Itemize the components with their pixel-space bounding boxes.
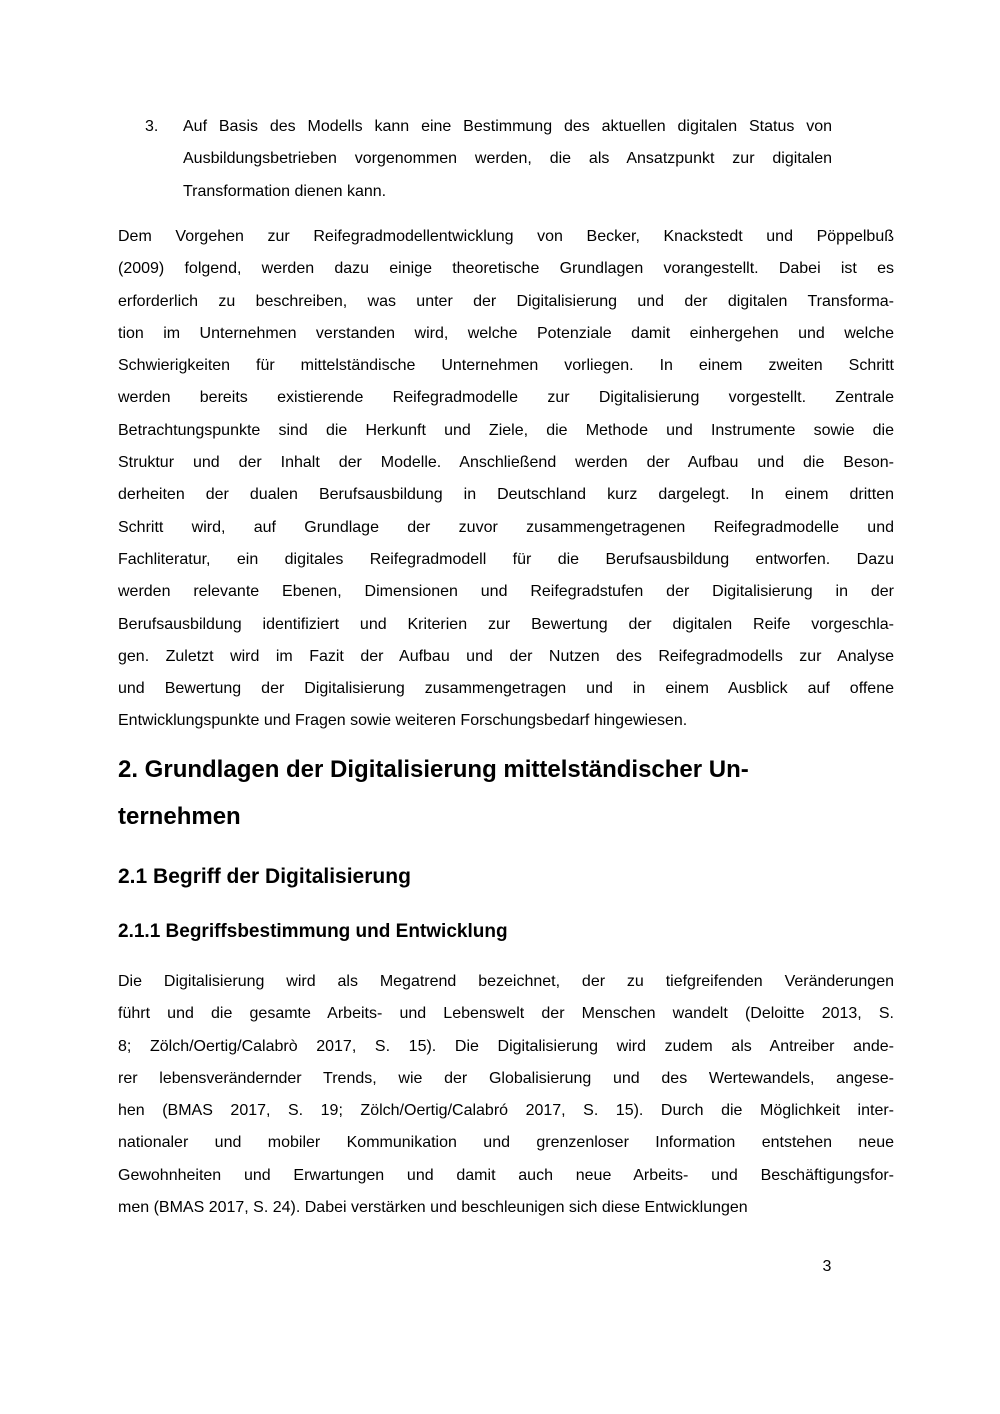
list-item-number: 3.: [145, 118, 159, 135]
text-line: Ausbildungsbetrieben vorgenommen werden, die als Ansatzpunkt zur digitalen: [183, 150, 832, 168]
text-line: Schwierigkeiten für mittelständische Unternehmen vorliegen. In einem zweiten Schritt: [118, 357, 894, 375]
text-line: hen (BMAS 2017, S. 19; Zölch/Oertig/Calabró 2017, S. 15). Durch die Möglichkeit inter-: [118, 1102, 894, 1120]
text-line: Dem Vorgehen zur Reifegradmodellentwicklung von Becker, Knackstedt und Pöppelbuß: [118, 228, 894, 245]
text-line: Fachliteratur, ein digitales Reifegradmodell für die Berufsausbildung entworfen. Dazu: [118, 550, 894, 568]
text-line: rer lebensverändernder Trends, wie der Globalisierung und des Wertewandels, angese-: [118, 1069, 894, 1087]
chapter-heading: [118, 746, 894, 840]
text-line: Entwicklungspunkte und Fragen sowie weiteren Forschungsbedarf hingewiesen.: [118, 712, 688, 730]
text-line: Die Digitalisierung wird als Megatrend bezeichnet, der zu tiefgreifenden Veränderungen: [118, 973, 894, 990]
text-line: Schritt wird, auf Grundlage der zuvor zusammengetragenen Reifegradmodelle und: [118, 518, 894, 536]
text-line: 2. Grundlagen der Digitalisierung mittelständischer Un-: [118, 756, 749, 783]
text-line: Transformation dienen kann.: [183, 182, 387, 200]
text-line: ternehmen: [118, 803, 241, 830]
text-line: men (BMAS 2017, S. 24). Dabei verstärken und beschleunigen sich diese Entwicklungen: [118, 1199, 748, 1217]
section-heading: 2.1 Begriff der Digitalisierung: [118, 865, 411, 888]
text-line: derheiten der dualen Berufsausbildung in Deutschland kurz dargelegt. In einem dritten: [118, 486, 894, 504]
text-line: führt und die gesamte Arbeits- und Lebenswelt der Menschen wandelt (Deloitte 2013, S.: [118, 1005, 894, 1023]
text-line: Gewohnheiten und Erwartungen und damit auch neue Arbeits- und Beschäftigungsfor-: [118, 1166, 894, 1184]
numbered-list-item: [183, 111, 832, 208]
paragraph-methodology: [118, 221, 894, 738]
text-line: 8; Zölch/Oertig/Calabrò 2017, S. 15). Die Digitalisierung wird zudem als Antreiber ande-: [118, 1037, 894, 1055]
text-line: (2009) folgend, werden dazu einige theoretische Grundlagen vorangestellt. Dabei ist es: [118, 260, 894, 278]
text-line: nationaler und mobiler Kommunikation und grenzenloser Information entstehen neue: [118, 1134, 894, 1152]
text-line: werden bereits existierende Reifegradmodelle zur Digitalisierung vorgestellt. Zentrale: [118, 389, 894, 407]
page-number: 3: [822, 1258, 832, 1275]
text-line: gen. Zuletzt wird im Fazit der Aufbau und der Nutzen des Reifegradmodells zur Analyse: [118, 647, 894, 665]
text-line: Auf Basis des Modells kann eine Bestimmung des aktuellen digitalen Status von: [183, 118, 832, 135]
text-line: Betrachtungspunkte sind die Herkunft und Ziele, die Methode und Instrumente sowie die: [118, 421, 894, 439]
text-line: werden relevante Ebenen, Dimensionen und Reifegradstufen der Digitalisierung in der: [118, 583, 894, 601]
paragraph-digitalisierung: [118, 966, 894, 1224]
text-line: und Bewertung der Digitalisierung zusammengetragen und in einem Ausblick auf offene: [118, 680, 894, 698]
subsection-heading: 2.1.1 Begriffsbestimmung und Entwicklung: [118, 921, 508, 942]
text-line: tion im Unternehmen verstanden wird, welche Potenziale damit einhergehen und welche: [118, 324, 894, 342]
text-line: Berufsausbildung identifiziert und Kriterien zur Bewertung der digitalen Reife vorgeschla-: [118, 615, 894, 633]
text-line: Struktur und der Inhalt der Modelle. Anschließend werden der Aufbau und die Beson-: [118, 454, 894, 472]
text-line: erforderlich zu beschreiben, was unter der Digitalisierung und der digitalen Transforma-: [118, 292, 894, 310]
